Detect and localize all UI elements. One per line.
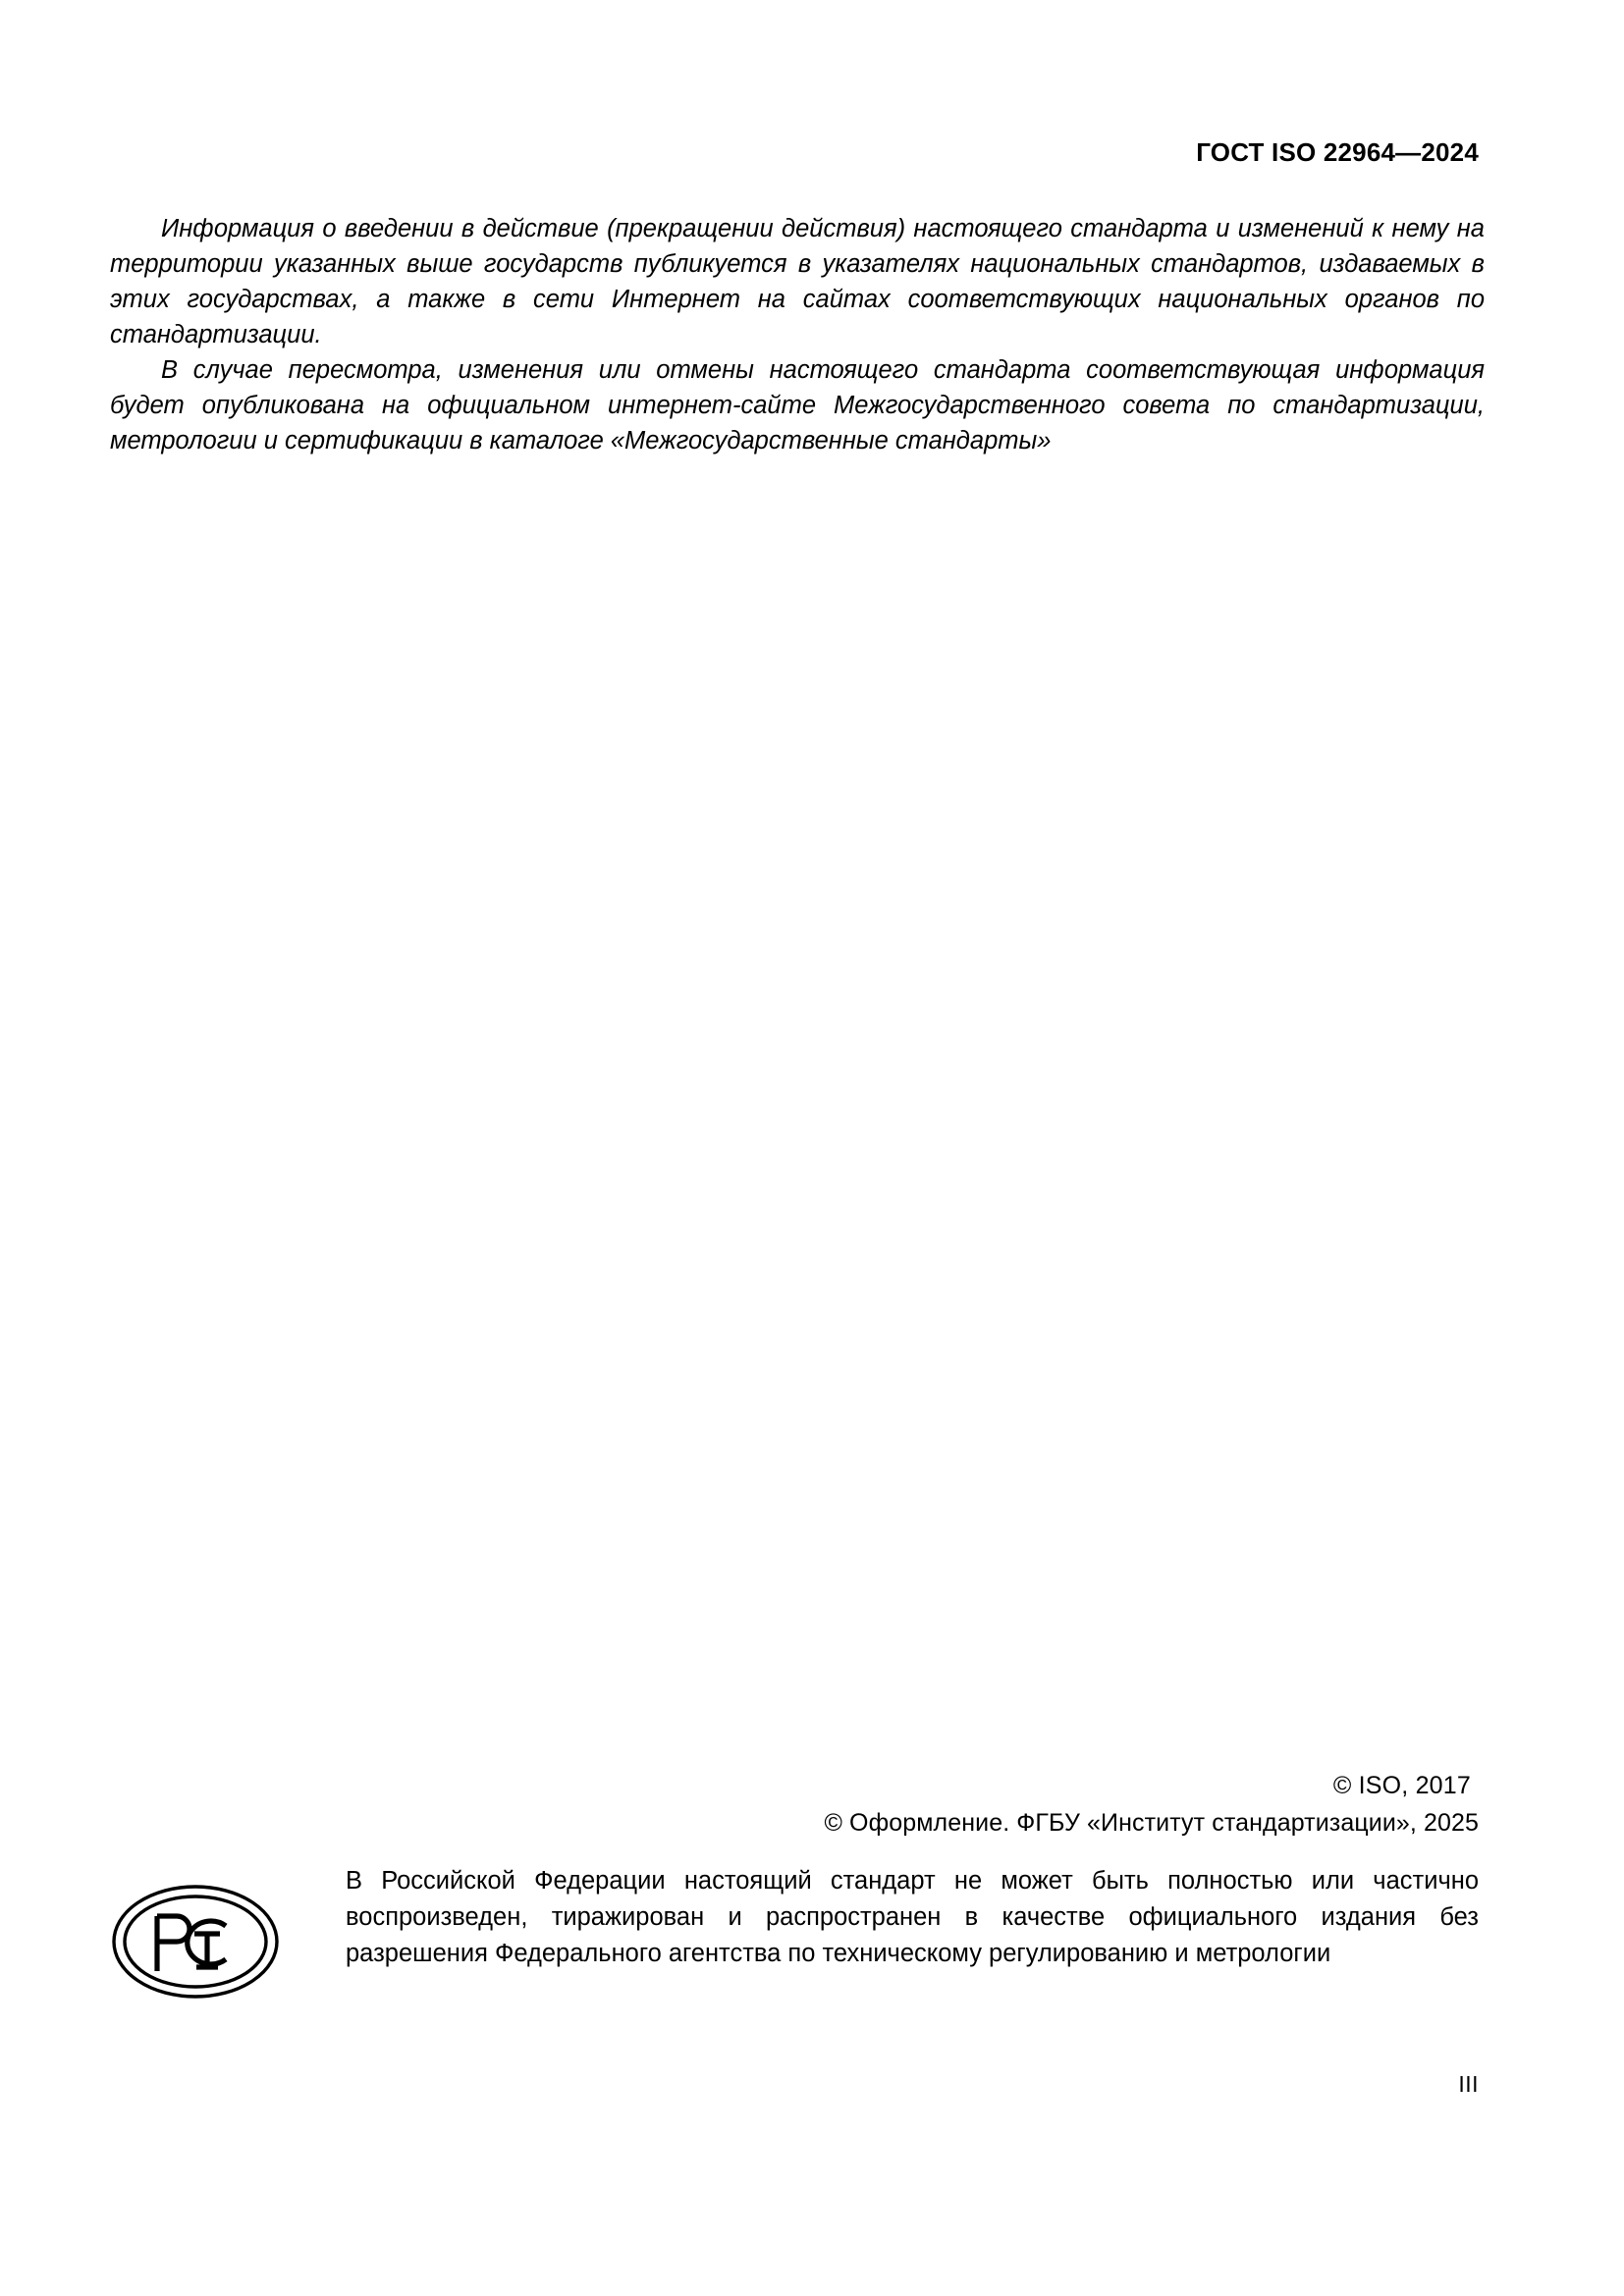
notice-paragraph: В Российской Федерации настоящий стандарт не может быть полностью или частично воспроизведен, тиражирован и распространен в качестве официального издания без разрешения Федерального агентства по техническому регулированию и метрологии (346, 1867, 1479, 1967)
intro-text-block (110, 211, 1485, 458)
copyright-block (110, 1767, 1479, 1842)
rst-emblem-icon (110, 1873, 282, 2010)
notice-text-block (346, 1863, 1479, 1972)
copyright-design: © Оформление. ФГБУ «Институт стандартизации», 2025 (824, 1809, 1479, 1837)
reproduction-notice (110, 1863, 1479, 2059)
intro-paragraph-2: В случае пересмотра, изменения или отмены настоящего стандарта соответствующая информация будет опубликована на официальном интернет-сайте Межгосударственного совета по стандартизации, метрологии и сертификации в каталоге «Межгосударственные стандарты» (110, 356, 1485, 454)
copyright-iso: © ISO, 2017 (1332, 1772, 1471, 1799)
intro-paragraph-1: Информация о введении в действие (прекращении действия) настоящего стандарта и изменений к нему на территории указанных выше государств публикуется в указателях национальных стандартов, издаваемых в этих государствах, а также в сети Интернет на сайтах соответствующих национальных органов по стандартизации. (110, 215, 1485, 348)
page-title: ГОСТ ISO 22964—2024 (1196, 137, 1479, 167)
page-number: III (1458, 2071, 1479, 2097)
